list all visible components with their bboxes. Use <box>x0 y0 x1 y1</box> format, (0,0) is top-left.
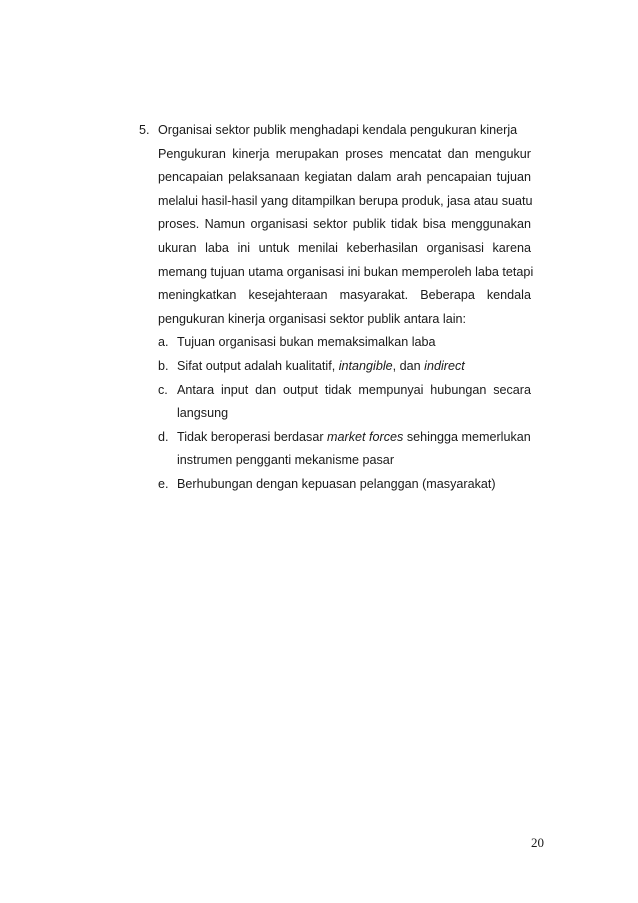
paragraph-line: Pengukuran kinerja merupakan proses mencatat dan mengukur <box>158 146 531 161</box>
list-line: Antara input dan output tidak mempunyai hubungan secara <box>177 382 531 397</box>
list-line <box>177 355 531 379</box>
numbered-item-heading <box>139 119 531 143</box>
item-number: 5. <box>139 123 150 137</box>
paragraph-line: proses. Namun organisasi sektor publik tidak bisa menggunakan <box>158 217 531 232</box>
italic-term: market forces <box>327 429 404 444</box>
italic-term: intangible <box>338 358 393 373</box>
list-letter: d. <box>158 429 169 444</box>
list-line <box>177 426 531 450</box>
list-letter: a. <box>158 335 169 350</box>
paragraph-line: memang tujuan utama organisasi ini bukan memperoleh laba tetapi <box>158 264 534 279</box>
list-item-b <box>158 355 531 379</box>
page-content <box>139 119 534 497</box>
list-letter: e. <box>158 476 169 491</box>
list-text-segment: Tidak beroperasi berdasar <box>177 429 324 444</box>
list-line: Berhubungan dengan kepuasan pelanggan (masyarakat) <box>177 476 496 491</box>
paragraph-line: pengukuran kinerja organisasi sektor publik antara lain: <box>158 311 467 326</box>
list-line: Tujuan organisasi bukan memaksimalkan laba <box>177 335 436 350</box>
list-text <box>177 355 531 379</box>
paragraph-line: ukuran laba ini untuk menilai keberhasilan organisasi karena <box>158 240 531 255</box>
body-paragraph <box>158 143 534 332</box>
list-line: langsung <box>177 406 229 421</box>
paragraph-line: meningkatkan kesejahteraan masyarakat. Beberapa kendala <box>158 288 531 303</box>
list-text <box>177 426 531 473</box>
list-text-segment: , dan <box>392 358 421 373</box>
list-line: instrumen pengganti mekanisme pasar <box>177 453 395 468</box>
page-number: 20 <box>531 835 544 850</box>
list-item-e <box>158 473 531 497</box>
italic-term: indirect <box>424 358 465 373</box>
list-letter: c. <box>158 382 168 397</box>
list-letter: b. <box>158 358 169 373</box>
list-item-d <box>158 426 531 473</box>
lettered-list <box>158 331 531 496</box>
paragraph-line: melalui hasil-hasil yang ditampilkan berupa produk, jasa atau suatu <box>158 193 533 208</box>
list-item-c <box>158 379 531 426</box>
list-text-segment: sehingga memerlukan <box>406 429 531 444</box>
list-item-a <box>158 331 531 355</box>
list-text <box>177 379 531 426</box>
list-text <box>177 331 531 355</box>
paragraph-line: pencapaian pelaksanaan kegiatan dalam arah pencapaian tujuan <box>158 170 531 185</box>
item-heading-text: Organisai sektor publik menghadapi kendala pengukuran kinerja <box>158 123 518 137</box>
list-text <box>177 473 531 497</box>
list-text-segment: Sifat output adalah kualitatif, <box>177 358 336 373</box>
